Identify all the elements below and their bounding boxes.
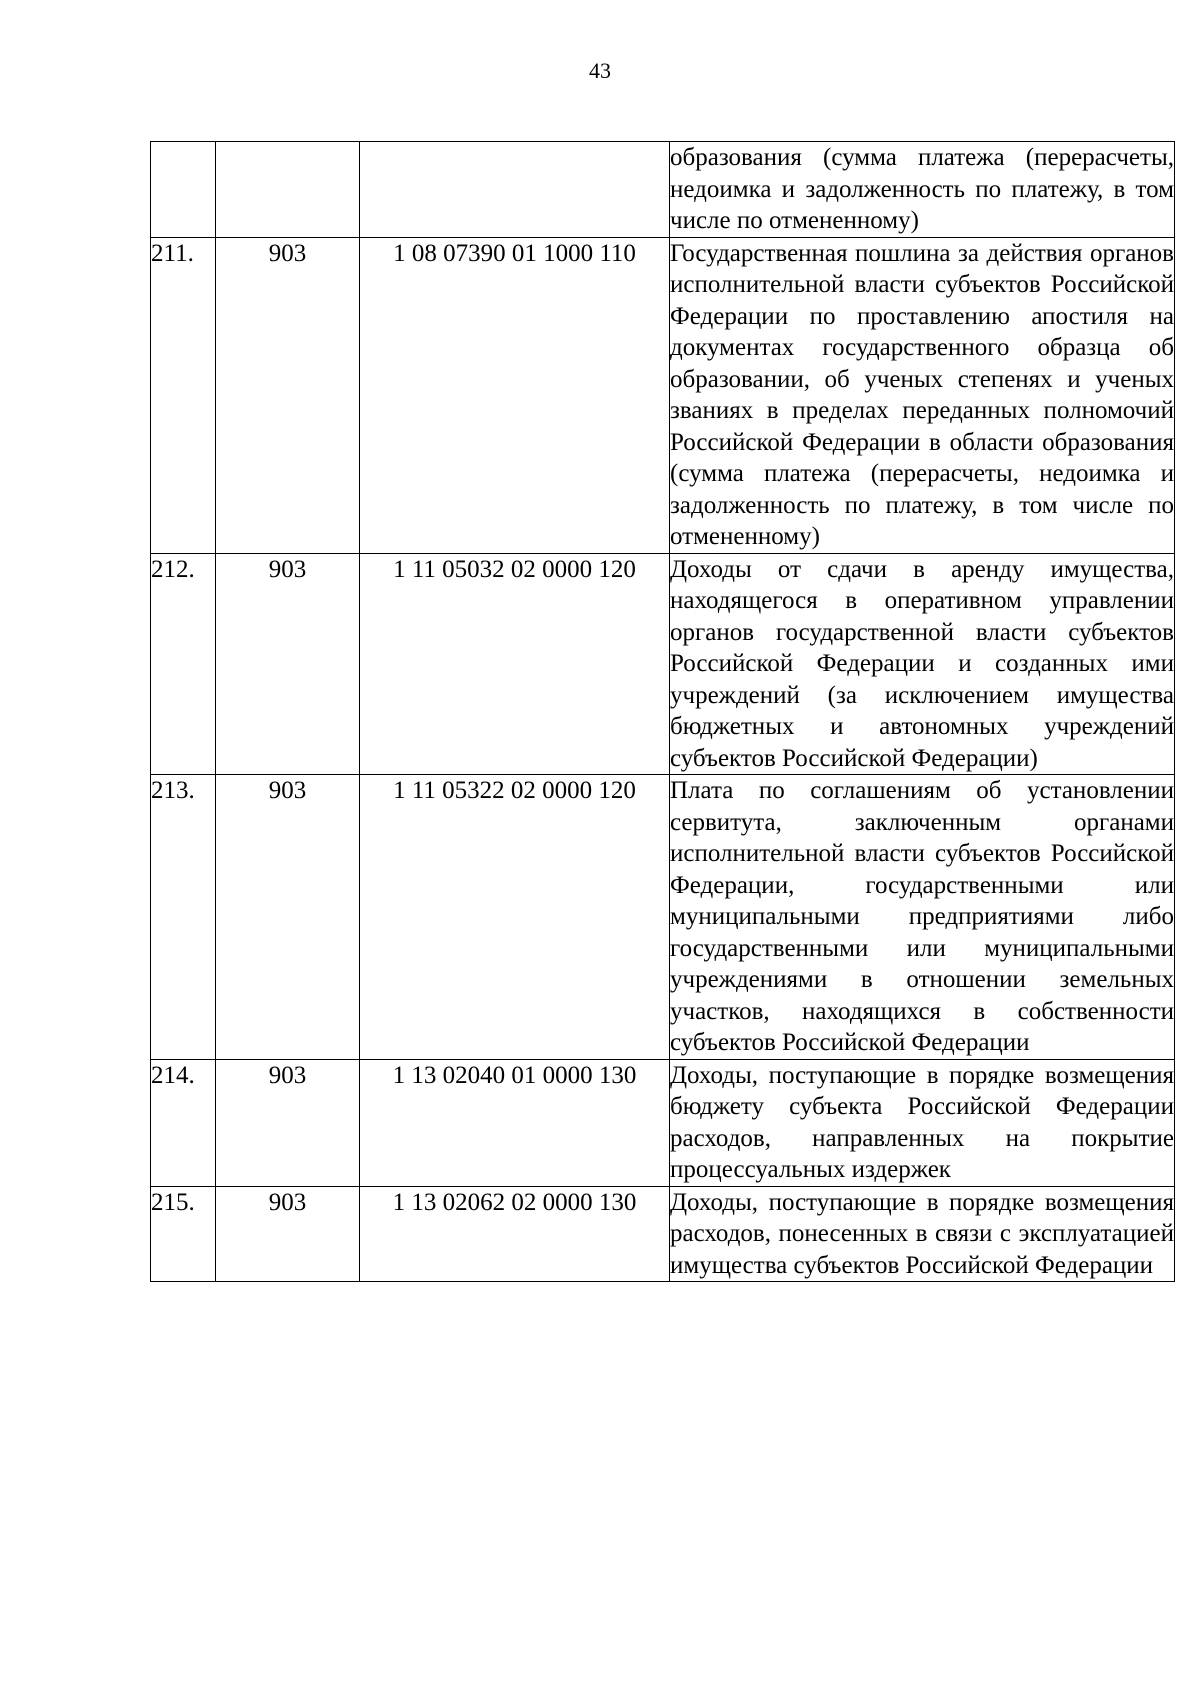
- table-row: [151, 1059, 1175, 1186]
- kbk-code: 1 11 05322 02 0000 120: [360, 775, 670, 1060]
- revenue-name: Доходы, поступающие в порядке возмещения бюджету субъекта Российской Федерации расходов, направленных на покрытие процессуальных издержек: [670, 1059, 1175, 1186]
- page-number: 43: [589, 58, 611, 83]
- revenue-name: Плата по соглашениям об установлении сервитута, заключенным органами исполнительной власти субъектов Российской Федерации, государственными или муниципальными предприятиями либо государственными или муниципальными учреждениями в отношении земельных участков, находящихся в собственности субъектов Российской Федерации: [670, 775, 1175, 1060]
- revenue-name: Доходы от сдачи в аренду имущества, находящегося в оперативном управлении органов государственной власти субъектов Российской Федерации и созданных ими учреждений (за исключением имущества бюджетных и автономных учреждений субъектов Российской Федерации): [670, 553, 1175, 775]
- table-row: [151, 237, 1175, 553]
- revenue-name: образования (сумма платежа (перерасчеты, недоимка и задолженность по платежу, в том числе по отмененному): [670, 142, 1175, 238]
- kbk-code: 1 13 02062 02 0000 130: [360, 1186, 670, 1282]
- kbk-code: 1 13 02040 01 0000 130: [360, 1059, 670, 1186]
- table-row: [151, 1186, 1175, 1282]
- row-number: 212.: [151, 553, 216, 775]
- admin-code: 903: [216, 1059, 360, 1186]
- kbk-code: [360, 142, 670, 238]
- row-number: 211.: [151, 237, 216, 553]
- admin-code: [216, 142, 360, 238]
- admin-code: 903: [216, 775, 360, 1060]
- revenue-name: Государственная пошлина за действия органов исполнительной власти субъектов Российской Федерации по проставлению апостиля на документах государственного образца об образовании, об ученых степенях и ученых званиях в пределах переданных полномочий Российской Федерации в области образования (сумма платежа (перерасчеты, недоимка и задолженность по платежу, в том числе по отмененному): [670, 237, 1175, 553]
- row-number: [151, 142, 216, 238]
- admin-code: 903: [216, 1186, 360, 1282]
- row-number: 213.: [151, 775, 216, 1060]
- revenue-name: Доходы, поступающие в порядке возмещения расходов, понесенных в связи с эксплуатацией имущества субъектов Российской Федерации: [670, 1186, 1175, 1282]
- kbk-code: 1 08 07390 01 1000 110: [360, 237, 670, 553]
- table-row: [151, 553, 1175, 775]
- row-number: 214.: [151, 1059, 216, 1186]
- table-row: [151, 142, 1175, 238]
- row-number: 215.: [151, 1186, 216, 1282]
- revenue-codes-table: [150, 141, 1175, 1282]
- admin-code: 903: [216, 237, 360, 553]
- admin-code: 903: [216, 553, 360, 775]
- table-row: [151, 775, 1175, 1060]
- kbk-code: 1 11 05032 02 0000 120: [360, 553, 670, 775]
